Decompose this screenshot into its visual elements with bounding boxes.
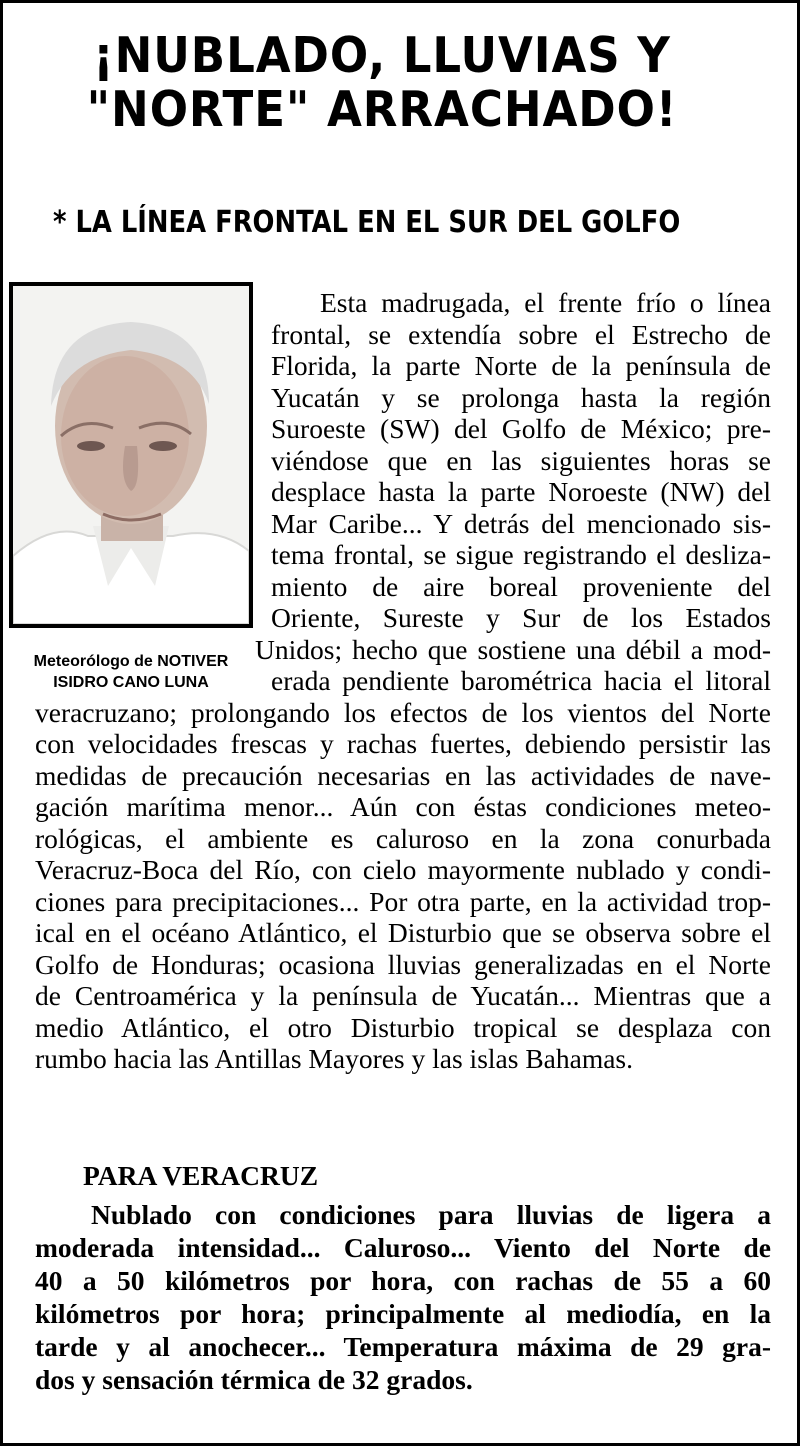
headline-line-2: "NORTE" ARRACHADO! [86, 81, 678, 138]
forecast-title: PARA VERACRUZ [83, 1160, 319, 1191]
headline-line-1: ¡NUBLADO, LLUVIAS Y [93, 27, 671, 84]
forecast-line: Nublado con condiciones para lluvias de ligera a [91, 1199, 771, 1230]
body-line: miento de aire boreal proveniente del [271, 570, 771, 602]
body-line: medio Atlántico, el otro Disturbio tropical se desplaza con [35, 1011, 771, 1043]
body-line: ical en el océano Atlántico, el Disturbio que se observa sobre el [35, 917, 771, 948]
body-line: Florida, la parte Norte de la península de [271, 350, 771, 381]
body-line: de Centroamérica y la península de Yucatán... Mientras que a [35, 980, 771, 1011]
body-line: viéndose que en las siguientes horas se [271, 444, 771, 476]
body-line: Golfo de Honduras; ocasiona lluvias generalizadas en el Norte [35, 948, 771, 980]
body-line: con velocidades frescas y rachas fuertes, debiendo persistir las [35, 728, 771, 759]
forecast-line: moderada intensidad... Caluroso... Viento del Norte de [35, 1232, 771, 1263]
body-line: tema frontal, se sigue registrando el desliza- [271, 539, 771, 570]
body-line: Esta madrugada, el frente frío o línea [320, 287, 771, 318]
body-line: Suroeste (SW) del Golfo de México; pre- [271, 413, 771, 444]
body-line: frontal, se extendía sobre el Estrecho de [271, 318, 771, 350]
forecast-line: kilómetros por hora; principalmente al mediodía, en la [35, 1298, 771, 1329]
body-line: ciones para precipitaciones... Por otra parte, en la actividad trop- [35, 885, 771, 917]
body-line: desplace hasta la parte Noroeste (NW) del [271, 476, 771, 507]
forecast-line: 40 a 50 kilómetros por hora, con rachas de 55 a 60 [35, 1265, 771, 1296]
body-line: medidas de precaución necesarias en las actividades de nave- [35, 759, 771, 791]
headline [37, 29, 727, 137]
body-line: Mar Caribe... Y detrás del mencionado sis- [271, 507, 771, 539]
article-body [35, 287, 771, 1075]
body-line: Oriente, Sureste y Sur de los Estados [271, 602, 771, 633]
forecast-text [35, 1198, 771, 1396]
body-line: rológicas, el ambiente es caluroso en la zona conurbada [35, 822, 771, 854]
body-line: Unidos; hecho que sostiene una débil a mod- [255, 633, 771, 665]
body-line: Veracruz-Boca del Río, con cielo mayormente nublado y condi- [35, 854, 771, 885]
body-line: gación marítima menor... Aún con éstas condiciones meteo- [35, 791, 771, 822]
body-line: rumbo hacia las Antillas Mayores y las islas Bahamas. [35, 1043, 634, 1074]
body-line: Yucatán y se prolonga hasta la región [271, 381, 771, 413]
forecast-line: dos y sensación térmica de 32 grados. [35, 1364, 473, 1395]
body-line: erada pendiente barométrica hacia el litoral [271, 665, 771, 696]
caption-line-2: ISIDRO CANO LUNA [53, 674, 209, 691]
caption-line-1: Meteorólogo de NOTIVER [33, 653, 229, 670]
subheadline: * LA LÍNEA FRONTAL EN EL SUR DEL GOLFO [53, 205, 681, 240]
body-line: veracruzano; prolongando los efectos de los vientos del Norte [35, 696, 771, 728]
forecast-line: tarde y al anochecer... Temperatura máxima de 29 gra- [35, 1331, 771, 1362]
